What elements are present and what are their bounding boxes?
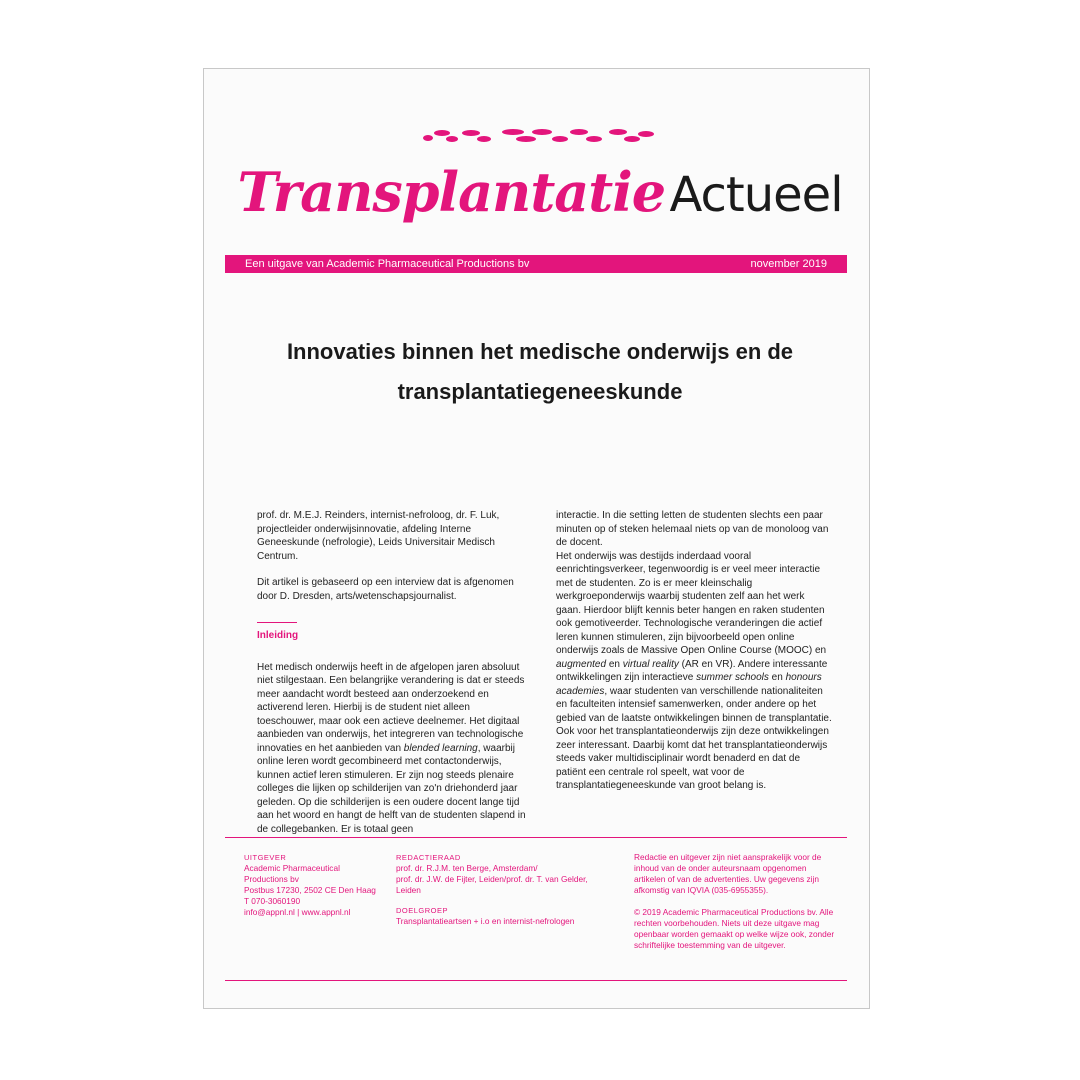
disclaimer-text: Redactie en uitgever zijn niet aansprakelijk voor de inhoud van de onder auteursnaam opgenomen artikelen of van de advertenties. Uw gegevens zijn afkomstig van IQVIA (035-6955355). bbox=[634, 852, 822, 895]
audience-text: Transplantatieartsen + i.o en internist-nefrologen bbox=[396, 916, 575, 926]
editorial-label: REDACTIERAAD bbox=[396, 853, 461, 862]
editorial-line-2: prof. dr. J.W. de Fijter, Leiden/prof. dr. T. van Gelder, bbox=[396, 874, 588, 884]
footer-bottom-rule bbox=[225, 980, 847, 981]
publisher-address: Postbus 17230, 2502 CE Den Haag bbox=[244, 885, 376, 895]
editorial-line-1: prof. dr. R.J.M. ten Berge, Amsterdam/ bbox=[396, 863, 538, 873]
author-info: prof. dr. M.E.J. Reinders, internist-nefroloog, dr. F. Luk, projectleider onderwijsinnovatie, afdeling Interne Geneeskunde (nefrologie), Leids Universitair Medisch Centrum. bbox=[257, 510, 500, 562]
footer-legal bbox=[634, 852, 839, 951]
article-column-left bbox=[257, 509, 529, 836]
paragraph-transplant-education: Ook voor het transplantatieonderwijs zijn deze ontwikkelingen zeer interessant. Daarbij komt dat het transplantatieonderwijs steeds vaker multidisciplinair wordt benaderd en dat de patiënt een centrale rol speelt, wat voor de transplantatiegeneeskunde van groot belang is. bbox=[556, 726, 829, 791]
article-headline bbox=[230, 332, 850, 412]
footer-publisher bbox=[244, 852, 394, 918]
footer-top-rule bbox=[225, 837, 847, 838]
paragraph-continued: interactie. In die setting letten de studenten slechts een paar minuten op of steken helemaal niets op van de monoloog van de docent. bbox=[556, 510, 829, 548]
editorial-line-3: Leiden bbox=[396, 885, 421, 895]
title-transplantatie: Transplantatie bbox=[237, 160, 666, 224]
paragraph-technology: Het onderwijs was destijds inderdaad vooral eenrichtingsverkeer, tegenwoordig is er veel meer interactie met de studenten. Zo is er meer kleinschalig werkgroeponderwijs waarbij studenten zelf aan het werk gaan. Hierdoor blijft kennis beter hangen en raken studenten ook gemotiveerder. Technologische veranderingen die actief leren kunnen stimuleren, zijn bijvoorbeeld open online onderwijs zoals de Massive Open Online Course (MOOC) en augmented en virtual reality (AR en VR). Andere interessante ontwikkelingen zijn interactieve summer schools en honours academies, waar studenten van verschillende nationaliteiten en faculteiten intensief samenwerken, onder andere op het gebied van de laatste ontwikkelingen binnen de transplantatie. bbox=[556, 550, 832, 724]
publisher-line: Een uitgave van Academic Pharmaceutical Productions bv bbox=[245, 258, 530, 270]
publisher-phone: T 070-3060190 bbox=[244, 896, 301, 906]
section-heading: Inleiding bbox=[257, 630, 299, 641]
issue-date: november 2019 bbox=[750, 258, 827, 270]
audience-label: DOELGROEP bbox=[396, 906, 449, 915]
interview-note: Dit artikel is gebaseerd op een interview dat is afgenomen door D. Dresden, arts/wetenschapsjournalist. bbox=[257, 577, 514, 602]
publisher-label: UITGEVER bbox=[244, 853, 287, 862]
publisher-name-1: Academic Pharmaceutical bbox=[244, 863, 340, 873]
publisher-contact[interactable]: info@appnl.nl | www.appnl.nl bbox=[244, 907, 351, 917]
footer-editorial bbox=[396, 852, 616, 927]
intro-paragraph: Het medisch onderwijs heeft in de afgelopen jaren absoluut niet stilgestaan. Een belangrijke verandering is dat er steeds meer aandacht wordt besteed aan onderzoekend en activerend leren. Hierbij is de student niet alleen toeschouwer, maar ook een actieve deelnemer. Het digitaal aanbieden van onderwijs, het integreren van technologische innovaties en het aanbieden van blended learning, waarbij online leren wordt gecombineerd met contactonderwijs, kunnen actief leren stimuleren. Er zijn nog steeds plenaire colleges die lijken op schilderijen van zo'n driehonderd jaar geleden. Op die schilderijen is een oudere docent lange tijd aan het woord en hangt de helft van de studenten slapend in de collegebanken. Er is totaal geen bbox=[257, 661, 526, 835]
title-actueel: Actueel bbox=[669, 167, 843, 223]
masthead-title bbox=[0, 160, 1080, 224]
publisher-name-2: Productions bv bbox=[244, 874, 299, 884]
logo-dots bbox=[416, 128, 656, 142]
article-column-right bbox=[556, 509, 832, 793]
section-divider bbox=[257, 622, 297, 623]
headline-line-2: transplantatiegeneeskunde bbox=[397, 379, 683, 404]
copyright-text: © 2019 Academic Pharmaceutical Productions bv. Alle rechten voorbehouden. Niets uit deze uitgave mag openbaar worden gemaakt op welke wijze ook, zonder schriftelijke toestemming van de uitgever. bbox=[634, 907, 835, 950]
publisher-band bbox=[225, 255, 847, 273]
headline-line-1: Innovaties binnen het medische onderwijs en de bbox=[286, 339, 794, 364]
